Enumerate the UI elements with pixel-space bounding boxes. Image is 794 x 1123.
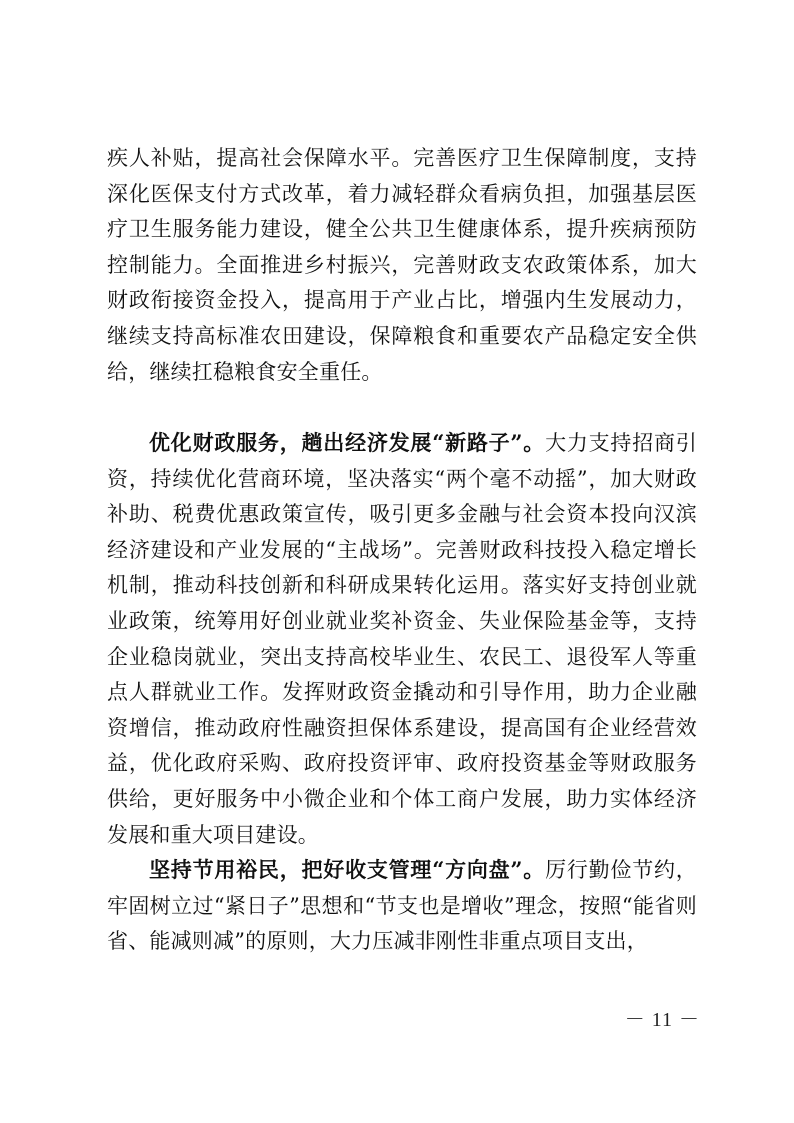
paragraph-finance-service [107, 425, 697, 853]
paragraph-3-heading: 坚持节用裕民，把好收支管理“方向盘”。 [149, 857, 546, 882]
paragraph-2-heading: 优化财政服务，趟出经济发展“新路子”。 [149, 430, 546, 455]
paragraph-continuation [107, 141, 697, 390]
section-service [107, 425, 697, 853]
page-number: － 11 － [624, 1009, 700, 1031]
paragraph-1-text: 疾人补贴，提高社会保障水平。完善医疗卫生保障制度，支持深化医保支付方式改革，着力减轻群众看病负担，加强基层医疗卫生服务能力建设，健全公共卫生健康体系，提升疾病预防控制能力。全面推进乡村振兴，完善财政支农政策体系，加大财政衔接资金投入，提高用于产业占比，增强内生发展动力，继续支持高标准农田建设，保障粮食和重要农产品稳定安全供给，继续扛稳粮食安全重任。 [107, 146, 697, 384]
paragraph-budget-management [107, 852, 697, 960]
section-budget [107, 852, 697, 960]
paragraph-2-text: 大力支持招商引资，持续优化营商环境，坚决落实“两个毫不动摇”，加大财政补助、税费优惠政策宣传，吸引更多金融与社会资本投向汉滨经济建设和产业发展的“主战场”。完善财政科技投入稳定增长机制，推动科技创新和科研成果转化运用。落实好支持创业就业政策，统筹用好创业就业奖补资金、失业保险基金等，支持企业稳岗就业，突出支持高校毕业生、农民工、退役军人等重点人群就业工作。发挥财政资金撬动和引导作用，助力企业融资增信，推动政府性融资担保体系建设，提高国有企业经营效益，优化政府采购、政府投资评审、政府投资基金等财政服务供给，更好服务中小微企业和个体工商户发展，助力实体经济发展和重大项目建设。 [107, 431, 697, 847]
paragraph-3-text: 厉行勤俭节约，牢固树立过“紧日子”思想和“节支也是增收”理念，按照“能省则省、能减则减”的原则，大力压减非刚性非重点项目支出， [107, 858, 697, 954]
body-text [107, 141, 697, 390]
